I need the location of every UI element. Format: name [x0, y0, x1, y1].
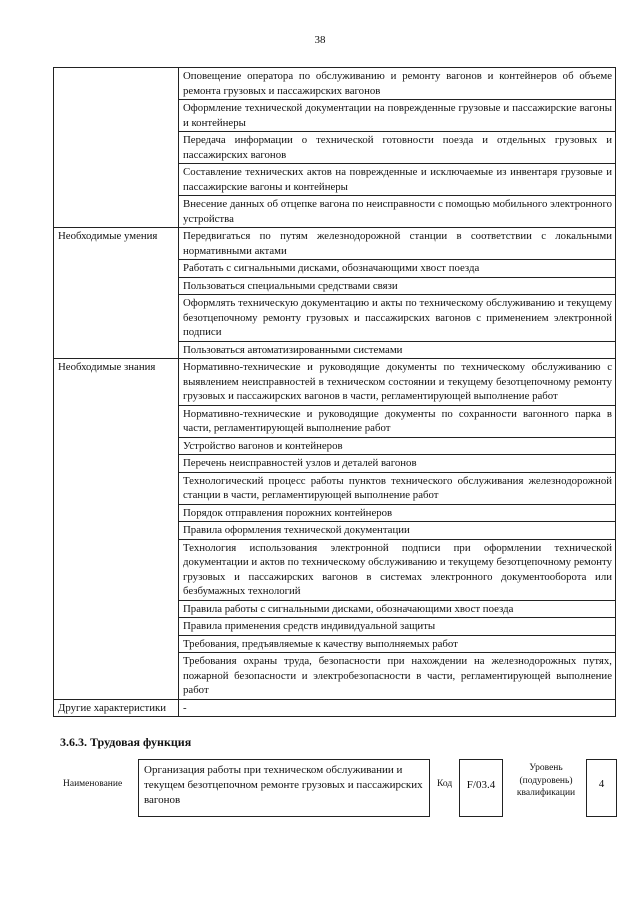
row-item: Передача информации о технической готовности поезда и отдельных грузовых и пассажирских вагонов: [179, 132, 616, 164]
row-item: Нормативно-технические и руководящие документы по сохранности вагонного парка в части, регламентирующей выполнение работ: [179, 405, 616, 437]
row-item: Технология использования электронной подписи при оформлении технической документации и актов по техническому обслуживанию и текущему безотцепочному ремонту грузовых и пассажирских вагонов в системах электронного документооборота или безбумажных технологий: [179, 539, 616, 600]
row-item: Пользоваться специальными средствами связи: [179, 277, 616, 295]
row-item: Работать с сигнальными дисками, обозначающими хвост поезда: [179, 260, 616, 278]
table-row: [54, 359, 616, 406]
row-category: Необходимые умения: [54, 228, 179, 359]
qualification-level-label: Уровень (подуровень) квалификации: [516, 763, 576, 798]
row-item: Правила применения средств индивидуальной защиты: [179, 618, 616, 636]
row-category: Другие характеристики: [54, 699, 179, 717]
requirements-table: [53, 67, 616, 717]
row-item: Правила работы с сигнальными дисками, обозначающими хвост поезда: [179, 600, 616, 618]
row-item: Оформлять техническую документацию и акты по техническому обслуживанию и текущему безотцепочному ремонту грузовых и пассажирских вагонов с применением электронной подписи: [179, 295, 616, 342]
row-category: Необходимые знания: [54, 359, 179, 700]
row-item: Перечень неисправностей узлов и деталей вагонов: [179, 455, 616, 473]
row-item: Оповещение оператора по обслуживанию и ремонту вагонов и контейнеров об объеме ремонта грузовых и пассажирских вагонов: [179, 68, 616, 100]
row-item: Правила оформления технической документации: [179, 522, 616, 540]
labor-function-code-label: Код: [437, 779, 453, 789]
row-item: Оформление технической документации на поврежденные грузовые и пассажирские вагоны и контейнеры: [179, 100, 616, 132]
section-title: 3.6.3. Трудовая функция: [60, 735, 192, 749]
row-item: Устройство вагонов и контейнеров: [179, 437, 616, 455]
row-item: -: [179, 699, 616, 717]
row-item: Требования охраны труда, безопасности при нахождении на железнодорожных путях, пожарной безопасности и электробезопасности в части, регламентирующей выполнение работ: [179, 653, 616, 700]
labor-function-name: Организация работы при техническом обслуживании и текущем безотцепочном ремонте грузовых и пассажирских вагонов: [138, 759, 430, 817]
table-row: [54, 699, 616, 717]
row-item: Порядок отправления порожних контейнеров: [179, 504, 616, 522]
labor-function-code: F/03.4: [459, 759, 503, 817]
row-item: Технологический процесс работы пунктов технического обслуживания железнодорожной станции в части, регламентирующей выполнение работ: [179, 472, 616, 504]
page-number: 38: [314, 34, 326, 46]
row-item: Передвигаться по путям железнодорожной станции в соответствии с локальными нормативными актами: [179, 228, 616, 260]
row-item: Нормативно-технические и руководящие документы по техническому обслуживанию с выявлением неисправностей в техническом состоянии и текущему безотцепочному ремонту грузовых и пассажирских вагонов в части, регламентирующей выполнение работ: [179, 359, 616, 406]
row-item: Требования, предъявляемые к качеству выполняемых работ: [179, 635, 616, 653]
row-item: Составление технических актов на поврежденные и исключаемые из инвентаря грузовые и пассажирские вагоны и контейнеры: [179, 164, 616, 196]
qualification-level: 4: [586, 759, 617, 817]
row-item: Пользоваться автоматизированными системами: [179, 341, 616, 359]
table-row: [54, 228, 616, 260]
row-item: Внесение данных об отцепке вагона по неисправности с помощью мобильного электронного устройства: [179, 196, 616, 228]
table-row: [54, 68, 616, 100]
labor-function-name-label: Наименование: [63, 779, 123, 789]
row-category: [54, 68, 179, 228]
